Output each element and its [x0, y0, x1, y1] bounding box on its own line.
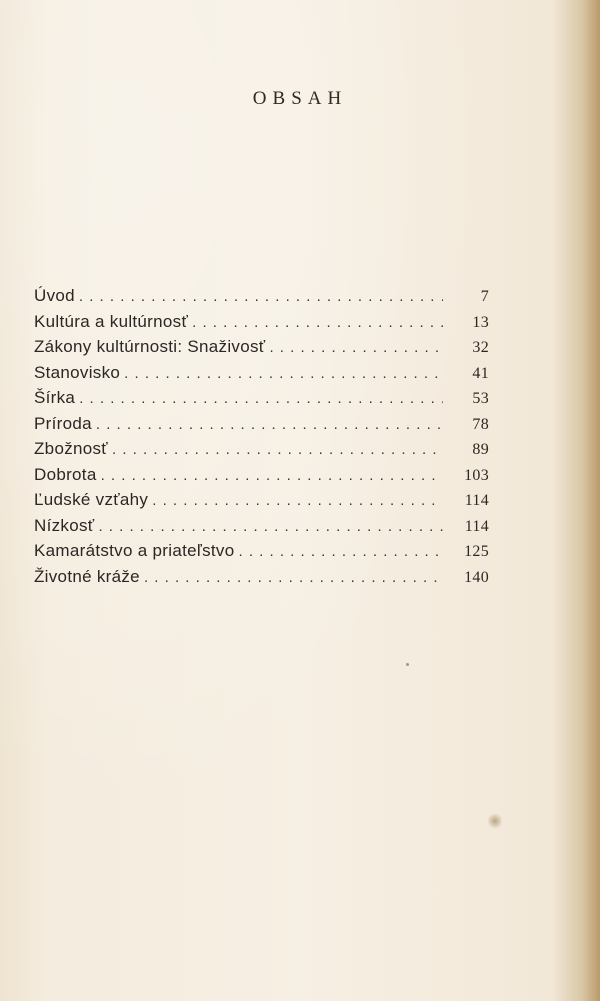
table-of-contents: [34, 283, 489, 589]
toc-entry-page: 103: [464, 466, 489, 484]
toc-entry-label: Kultúra a kultúrnosť: [34, 311, 189, 331]
toc-entry-label: Životné kráže: [34, 566, 140, 586]
toc-entry-label: Kamarátstvo a priateľstvo: [34, 541, 235, 560]
toc-entry: [34, 411, 489, 437]
toc-entry-label: Šírka: [34, 388, 76, 407]
toc-entry-label: Nízkosť: [34, 515, 95, 535]
dot-leader: [96, 412, 443, 438]
toc-entry-page: 41: [472, 364, 489, 382]
toc-entry: [34, 436, 489, 462]
toc-entry-page: 7: [480, 288, 489, 305]
toc-entry-page: 53: [472, 390, 489, 407]
dot-leader: [98, 514, 443, 540]
toc-entry: [34, 283, 489, 309]
toc-entry-page: 114: [464, 492, 489, 509]
dot-leader: [112, 437, 443, 463]
toc-entry-page: 89: [472, 441, 489, 458]
toc-entry-label: Príroda: [34, 413, 92, 433]
toc-entry: [34, 462, 489, 488]
toc-entry: [34, 564, 489, 590]
dot-leader: [101, 463, 443, 489]
toc-entry-label: Úvod: [34, 286, 75, 305]
toc-entry-page: 114: [464, 517, 489, 535]
toc-entry: [34, 334, 489, 360]
toc-entry-label: Dobrota: [34, 464, 97, 484]
toc-entry-page: 13: [472, 313, 489, 331]
paper-stain: [488, 812, 502, 830]
dot-leader: [79, 284, 443, 310]
dot-leader: [124, 361, 443, 387]
toc-entry: [34, 538, 489, 564]
dot-leader: [79, 386, 443, 412]
toc-entry-label: Zbožnosť: [34, 439, 108, 458]
toc-entry-page: 140: [464, 568, 489, 586]
toc-entry: [34, 309, 489, 335]
toc-entry: [34, 513, 489, 539]
toc-entry: [34, 360, 489, 386]
toc-entry: [34, 385, 489, 411]
page-title: OBSAH: [252, 88, 348, 109]
toc-entry-page: 125: [464, 543, 489, 560]
toc-entry-page: 32: [472, 339, 489, 356]
paper-speck: [406, 663, 409, 666]
toc-entry-label: Zákony kultúrnosti: Snaživosť: [34, 337, 266, 356]
toc-entry-label: Ľudské vzťahy: [34, 490, 149, 509]
toc-entry-page: 78: [472, 415, 489, 433]
dot-leader: [239, 539, 444, 565]
toc-entry: [34, 487, 489, 513]
toc-entry-label: Stanovisko: [34, 362, 121, 382]
dot-leader: [152, 488, 443, 514]
dot-leader: [192, 310, 443, 336]
dot-leader: [144, 565, 443, 591]
dot-leader: [269, 335, 443, 361]
